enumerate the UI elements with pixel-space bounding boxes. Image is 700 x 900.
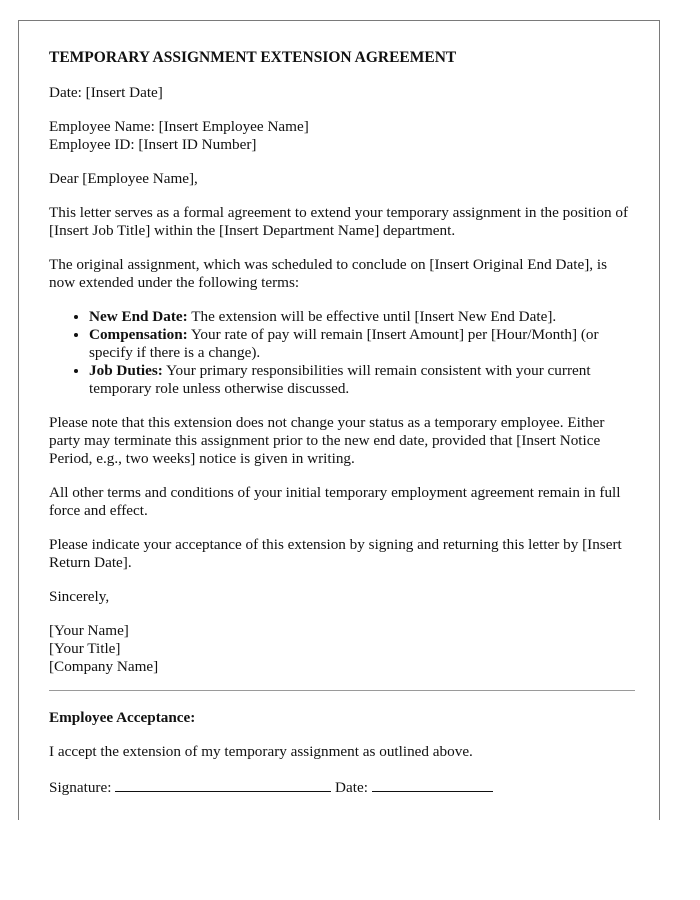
salutation: Dear [Employee Name], (49, 170, 198, 187)
section-divider (49, 690, 635, 691)
paragraph-intro: This letter serves as a formal agreement to extend your temporary assignment in the position of [Insert Job Title] within the [Insert Department Name] department. (49, 204, 629, 239)
term-label: Job Duties: (89, 362, 163, 379)
signature-field[interactable] (115, 777, 331, 792)
employee-name-line: Employee Name: [Insert Employee Name] (49, 118, 309, 135)
signer-company: [Company Name] (49, 658, 159, 675)
date-label: Date: (335, 779, 368, 796)
closing: Sincerely, (49, 588, 110, 605)
term-text: Your primary responsibilities will remain consistent with your current temporary role unless otherwise discussed. (89, 362, 591, 397)
term-label: New End Date: (89, 308, 188, 325)
term-text: The extension will be effective until [Insert New End Date]. (187, 308, 557, 325)
term-label: Compensation: (89, 326, 188, 343)
date-line: Date: [Insert Date] (49, 84, 163, 101)
signer-name: [Your Name] (49, 622, 129, 639)
term-text: Your rate of pay will remain [Insert Amount] per [Hour/Month] (or specify if there is a change). (89, 326, 599, 361)
employee-info (49, 118, 635, 154)
paragraph-acceptance-request: Please indicate your acceptance of this extension by signing and returning this letter by [Insert Return Date]. (49, 536, 622, 571)
list-item (89, 326, 635, 362)
paragraph-terms-intro: The original assignment, which was scheduled to conclude on [Insert Original End Date], is now extended under the following terms: (49, 256, 607, 291)
terms-list (49, 308, 635, 398)
employee-id-line: Employee ID: [Insert ID Number] (49, 136, 257, 153)
document-page (18, 20, 660, 820)
signer-title: [Your Title] (49, 640, 121, 657)
signer-block (49, 622, 635, 676)
document-title: TEMPORARY ASSIGNMENT EXTENSION AGREEMENT (49, 49, 457, 66)
acceptance-heading: Employee Acceptance: (49, 709, 196, 726)
signature-label: Signature: (49, 779, 112, 796)
paragraph-other-terms: All other terms and conditions of your initial temporary employment agreement remain in full force and effect. (49, 484, 621, 519)
list-item (89, 362, 635, 398)
paragraph-status: Please note that this extension does not change your status as a temporary employee. Either party may terminate this assignment prior to the new end date, provided that [Insert Notice Period, e.g., two weeks] notice is given in writing. (49, 414, 605, 467)
document-content (49, 49, 635, 813)
list-item (89, 308, 635, 326)
acceptance-text: I accept the extension of my temporary assignment as outlined above. (49, 743, 473, 760)
signature-row (49, 777, 635, 797)
date-field[interactable] (372, 777, 493, 792)
